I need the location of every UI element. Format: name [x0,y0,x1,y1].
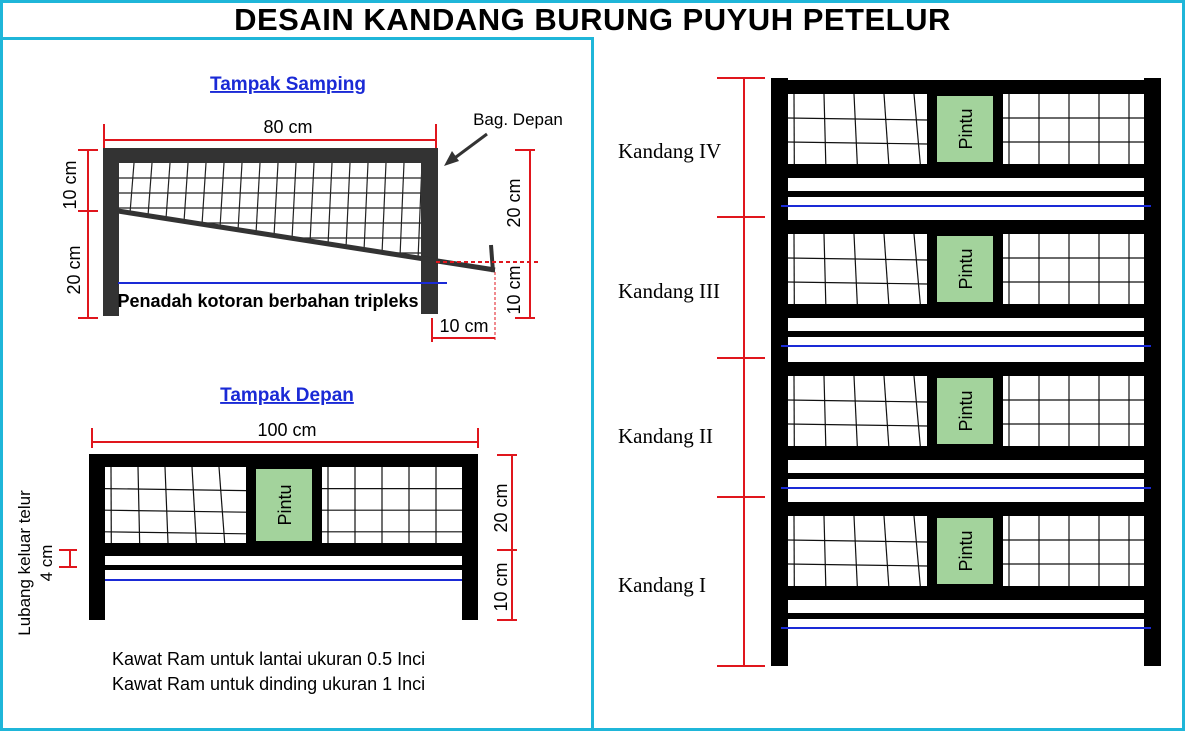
mesh-wire [788,400,927,402]
wire-mesh-panel [1003,234,1144,304]
cage-left-post [771,220,788,318]
egg-tray-bar [89,565,478,570]
wall-wire-note: Kawat Ram untuk dinding ukuran 1 Inci [112,674,426,694]
level-label-3: Kandang III [618,279,721,303]
mesh-wire [788,118,927,120]
side-front-arrowhead [444,151,459,166]
egg-tray-bar [771,331,1161,337]
cage-left-post [771,80,788,178]
wire-mesh-panel [788,516,927,586]
mesh-wire [914,234,920,304]
side-tray-label: Penadah kotoran berbahan tripleks [117,291,419,311]
front-lower-label: 10 cm [491,562,511,612]
side-right-upper-label: 20 cm [504,178,524,228]
door-label: Pintu [275,484,295,526]
side-view [60,74,563,342]
side-front-arrow [452,134,487,160]
side-width-label: 80 cm [263,117,313,137]
mesh-wire [192,467,196,543]
cage-right-post [1144,220,1161,318]
mesh-wire [165,467,168,543]
cage-right-post [1144,502,1161,600]
egg-hole-size-label: 4 cm [37,544,56,582]
wire-mesh-panel [322,467,462,543]
cage-left-post [771,502,788,600]
level-label-2: Kandang II [618,424,714,448]
side-mesh-wire [220,163,224,227]
cage-left-post [771,362,788,460]
wire-mesh-panel [1003,516,1144,586]
mesh-wire [788,540,927,542]
front-view [15,385,517,694]
egg-tray-bar [771,473,1161,479]
side-top-height-label: 10 cm [60,160,80,210]
mesh-wire [914,94,920,164]
mesh-wire [854,516,857,586]
side-mesh-wire [166,163,170,219]
side-mesh-wire [238,163,242,230]
door-label: Pintu [956,390,976,432]
cage-unit-1 [771,502,1161,628]
mesh-wire [884,516,889,586]
wire-mesh-panel [788,376,927,446]
wire-mesh-panel [1003,94,1144,164]
mesh-wire [788,282,927,284]
side-mesh-wire [274,163,278,236]
side-right-lower-label: 10 cm [504,265,524,315]
cage-unit-3 [771,220,1161,346]
side-front-label: Bag. Depan [473,110,563,129]
mesh-wire [105,489,246,491]
wire-mesh-panel [788,94,927,164]
cage-right-post [1144,80,1161,178]
side-mesh-wire [328,163,332,245]
rack-cages [771,80,1161,628]
side-top-bar [103,148,438,163]
front-upper-label: 20 cm [491,483,511,533]
mesh-wire [884,376,889,446]
side-view-heading: Tampak Samping [210,74,366,95]
front-cage [89,454,478,580]
mesh-wire [105,532,246,534]
cage-unit [89,454,478,580]
mesh-wire [105,510,246,512]
mesh-wire [788,564,927,566]
cage-left-post [89,454,105,556]
mesh-wire [914,516,920,586]
mesh-wire [854,376,857,446]
cage-unit-2 [771,362,1161,488]
mesh-wire [854,234,857,304]
mesh-wire [914,376,920,446]
side-mesh-wire [400,163,404,257]
door-label: Pintu [956,108,976,150]
mesh-wire [884,94,889,164]
rack-dimension-lines [717,78,765,666]
side-bottom-height-label: 20 cm [64,245,84,295]
side-mesh-wire [292,163,296,239]
side-egg-lip [491,245,493,272]
side-mesh-wire [310,163,314,242]
mesh-wire [854,94,857,164]
egg-tray-bar [771,191,1161,197]
mesh-wire [788,424,927,426]
side-mesh-wire [346,163,350,248]
mesh-wire [824,376,826,446]
door-label: Pintu [956,248,976,290]
front-view-heading: Tampak Depan [220,385,354,406]
wire-mesh-panel [788,234,927,304]
mesh-wire [824,94,826,164]
floor-wire-note: Kawat Ram untuk lantai ukuran 0.5 Inci [112,649,426,669]
door-label: Pintu [956,530,976,572]
mesh-wire [824,516,826,586]
mesh-wire [788,142,927,144]
side-mesh-wire [202,163,206,225]
wire-mesh-panel [1003,376,1144,446]
mesh-wire [884,234,889,304]
cage-right-post [1144,362,1161,460]
side-overhang-label: 10 cm [439,316,489,336]
level-label-4: Kandang IV [618,139,722,163]
level-label-1: Kandang I [618,573,707,597]
side-view-mesh [118,163,422,260]
mesh-wire [824,234,826,304]
side-mesh-wire [130,163,134,213]
page-title: DESAIN KANDANG BURUNG PUYUH PETELUR [234,2,951,37]
mesh-wire [788,258,927,260]
side-right-post [421,148,438,314]
side-mesh-wire [184,163,188,222]
front-left-leg [89,555,105,620]
cage-right-post [462,454,478,556]
front-right-leg [462,555,478,620]
cage-unit-4 [771,80,1161,206]
egg-tray-bar [771,613,1161,619]
front-width-label: 100 cm [257,420,317,440]
egg-hole-label: Lubang keluar telur [15,490,34,636]
mesh-wire [219,467,225,543]
mesh-wire [138,467,140,543]
rack-view [618,78,1161,666]
wire-mesh-panel [105,467,246,543]
